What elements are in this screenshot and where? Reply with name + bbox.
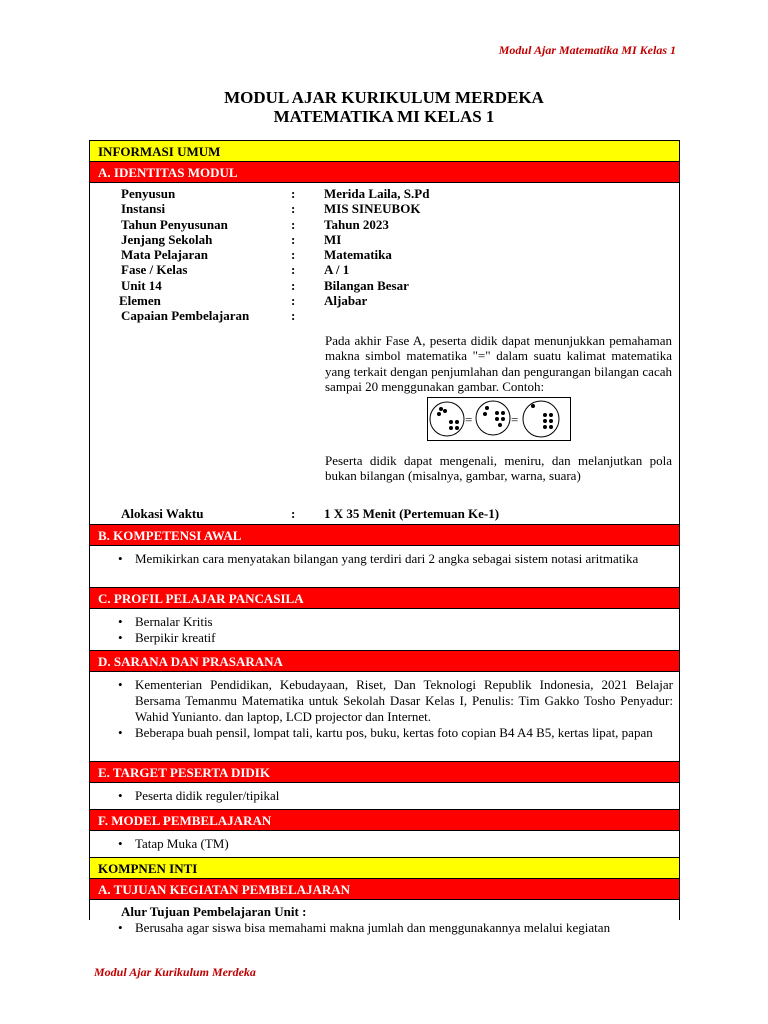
capaian-text-1: Pada akhir Fase A, peserta didik dapat menunjukkan pemahaman makna simbol matematika "=" dalam suatu kalimat matematika yang terkait dengan penjumlahan dan pengurangan bilangan cacah sampai 20 menggunakan gambar. Contoh: (325, 333, 672, 394)
row-colon: : (291, 262, 296, 278)
kompetensi-awal-body (90, 546, 679, 588)
heading-model-pembelajaran: F. MODEL PEMBELAJARAN (90, 810, 679, 831)
running-header: Modul Ajar Matematika MI Kelas 1 (498, 43, 676, 57)
alur-tujuan-subtitle: Alur Tujuan Pembelajaran Unit : (121, 904, 307, 919)
equals-sign: = (464, 412, 472, 428)
target-peserta-body (90, 783, 679, 810)
row-value: MIS SINEUBOK (324, 201, 421, 217)
running-footer: Modul Ajar Kurikulum Merdeka (94, 965, 256, 979)
row-label: Instansi (121, 201, 166, 217)
row-value: Aljabar (324, 293, 368, 309)
capaian-pembelajaran (325, 333, 672, 484)
equals-sign: = (510, 412, 518, 428)
kompetensi-list (115, 551, 673, 567)
identitas-modul-body (90, 183, 679, 525)
alokasi-label: Alokasi Waktu (121, 506, 204, 521)
heading-kompetensi-awal: B. KOMPETENSI AWAL (90, 525, 679, 546)
heading-identitas-modul: A. IDENTITAS MODUL (90, 162, 679, 183)
equation-figure (325, 397, 672, 441)
list-item: • Memikirkan cara menyatakan bilangan yang terdiri dari 2 angka sebagai sistem notasi aritmatika (115, 551, 673, 567)
list-item: • Bernalar Kritis (115, 614, 673, 630)
title-line-2: MATEMATIKA MI KELAS 1 (273, 107, 495, 126)
section-komponen-inti: KOMPNEN INTI (90, 858, 679, 879)
tujuan-kegiatan-body (90, 900, 679, 936)
row-label: Tahun Penyusunan (121, 216, 228, 232)
row-label: Elemen (119, 293, 161, 309)
model-pembelajaran-body (90, 831, 679, 858)
row-value (324, 308, 673, 323)
row-label: Penyusun (121, 186, 176, 201)
identity-row (121, 247, 673, 262)
row-colon: : (291, 293, 296, 309)
list-item: • Beberapa buah pensil, lompat tali, kartu pos, buku, kertas foto copian B4 A4 B5, kertas lipat, papan (115, 725, 673, 741)
row-value: Merida Laila, S.Pd (324, 186, 430, 201)
heading-tujuan-kegiatan: A. TUJUAN KEGIATAN PEMBELAJARAN (90, 879, 679, 900)
row-label: Fase / Kelas (121, 262, 188, 278)
row-colon: : (291, 186, 296, 201)
section-informasi-umum: INFORMASI UMUM (90, 141, 679, 162)
identity-row (121, 293, 673, 308)
row-colon: : (291, 247, 296, 263)
row-colon: : (291, 216, 296, 232)
row-value: Tahun 2023 (324, 216, 389, 232)
identity-rows (121, 186, 673, 324)
row-label: Capaian Pembelajaran (121, 308, 250, 324)
model-list (115, 836, 673, 852)
list-item: • Tatap Muka (TM) (115, 836, 673, 852)
dots-equation-image (427, 397, 571, 441)
alokasi-colon: : (291, 506, 296, 521)
row-colon: : (291, 308, 296, 324)
capaian-text-2: Peserta didik dapat mengenali, meniru, dan melanjutkan pola bukan bilangan (misalnya, gambar, warna, suara) (325, 453, 672, 484)
list-item: • Kementerian Pendidikan, Kebudayaan, Riset, Dan Teknologi Republik Indonesia, 2021 Belajar Bersama Temanmu Matematika untuk Sekolah Dasar Kelas I, Penulis: Tim Gakko Tosho Penyadur: Wahid Yunianto. dan laptop, LCD projector dan Internet. (115, 677, 673, 725)
identity-row (121, 186, 673, 201)
document-title (0, 88, 768, 126)
list-item: • Peserta didik reguler/tipikal (115, 788, 673, 804)
row-colon: : (291, 201, 296, 217)
row-label: Mata Pelajaran (121, 247, 209, 263)
row-value: A / 1 (324, 262, 350, 278)
heading-profil-pelajar: C. PROFIL PELAJAR PANCASILA (90, 588, 679, 609)
list-item: • Berusaha agar siswa bisa memahami makna jumlah dan menggunakannya melalui kegiatan (115, 920, 673, 936)
alokasi-value: 1 X 35 Menit (Pertemuan Ke-1) (324, 506, 500, 521)
identity-row (121, 217, 673, 232)
row-value: MI (324, 231, 342, 247)
identity-row (121, 308, 673, 323)
profil-pelajar-body (90, 609, 679, 651)
list-item: • Berpikir kreatif (115, 630, 673, 646)
sarana-list (115, 677, 673, 741)
row-label: Jenjang Sekolah (121, 231, 213, 247)
heading-target-peserta: E. TARGET PESERTA DIDIK (90, 762, 679, 783)
row-colon: : (291, 231, 296, 247)
module-table (89, 140, 680, 935)
row-value: Matematika (324, 247, 392, 263)
identity-row (121, 232, 673, 247)
sarana-prasarana-body (90, 672, 679, 762)
profil-list (115, 614, 673, 646)
tujuan-list (115, 920, 673, 936)
row-colon: : (291, 277, 296, 293)
row-value: Bilangan Besar (324, 277, 409, 293)
alokasi-waktu-row (121, 506, 499, 521)
identity-row (121, 201, 673, 216)
identity-row (121, 278, 673, 293)
title-line-1: MODUL AJAR KURIKULUM MERDEKA (224, 88, 544, 107)
identity-row (121, 262, 673, 277)
heading-sarana-prasarana: D. SARANA DAN PRASARANA (90, 651, 679, 672)
row-label: Unit 14 (121, 277, 162, 293)
target-list (115, 788, 673, 804)
